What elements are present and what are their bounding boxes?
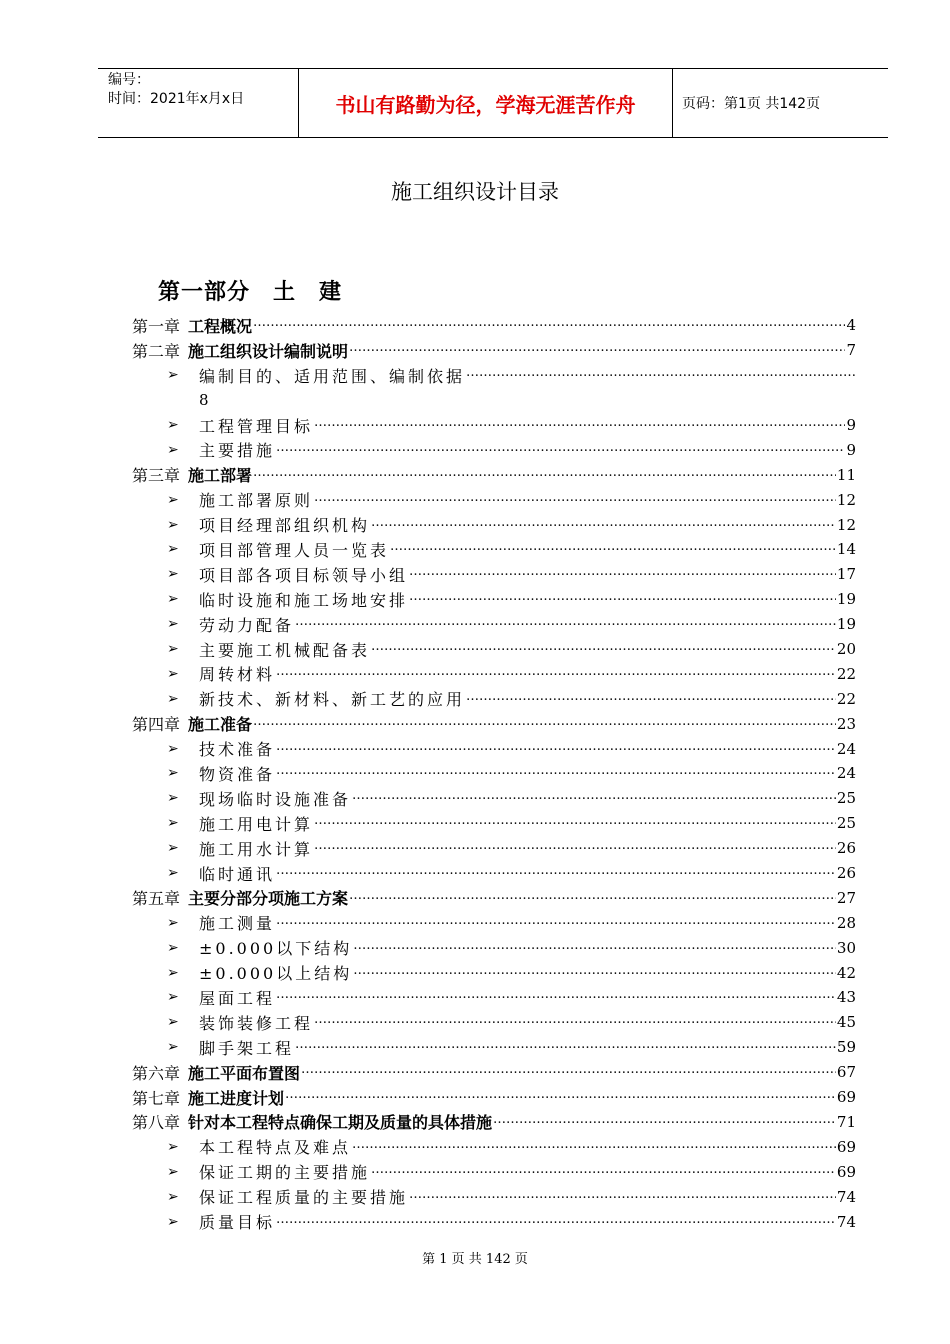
arrow-bullet-icon: ➢ <box>167 541 179 558</box>
page-number: 20 <box>836 640 856 659</box>
toc-section-row[interactable] <box>132 1184 856 1209</box>
page-number: 4 <box>846 316 856 335</box>
arrow-bullet-icon: ➢ <box>167 491 179 508</box>
dot-leader <box>276 1214 836 1230</box>
arrow-bullet-icon: ➢ <box>167 865 179 882</box>
section-title: 本工程特点及难点 <box>199 1138 352 1158</box>
chapter-label: 第一章 <box>132 316 181 336</box>
toc-section-row[interactable] <box>132 487 856 512</box>
toc-section-row[interactable] <box>132 836 856 861</box>
dot-leader <box>409 591 836 607</box>
toc-chapter-row[interactable] <box>132 313 856 338</box>
dot-leader <box>371 517 836 533</box>
chapter-label: 第八章 <box>132 1113 181 1133</box>
page-number: 24 <box>836 739 856 758</box>
page-number: 9 <box>846 416 856 434</box>
dot-leader <box>295 616 836 632</box>
section-title: 保证工程质量的主要措施 <box>199 1188 409 1208</box>
toc-section-row[interactable] <box>132 1010 856 1035</box>
page-number: 28 <box>836 913 856 932</box>
page-number: 27 <box>836 888 856 907</box>
arrow-bullet-icon: ➢ <box>167 641 179 658</box>
chapter-title: 施工组织设计编制说明 <box>188 341 349 361</box>
dot-leader <box>349 342 845 358</box>
dot-leader <box>466 691 836 707</box>
page-number: 24 <box>836 764 856 783</box>
section-title: 临时通讯 <box>199 864 276 884</box>
toc-section-row[interactable] <box>132 612 856 637</box>
page-number: 30 <box>836 938 856 957</box>
page-number: 59 <box>836 1038 856 1057</box>
section-title: 项目部各项目标领导小组 <box>199 565 409 585</box>
page-number: 45 <box>836 1013 856 1032</box>
section-title: 施工用电计算 <box>199 814 314 834</box>
arrow-bullet-icon: ➢ <box>167 740 179 757</box>
arrow-bullet-icon: ➢ <box>167 1039 179 1056</box>
section-title: 项目部管理人员一览表 <box>199 540 390 560</box>
dot-leader <box>253 467 836 483</box>
dot-leader <box>353 940 836 956</box>
dot-leader <box>409 566 836 582</box>
toc-section-row[interactable] <box>132 363 856 413</box>
dot-leader <box>353 965 836 981</box>
section-title: 临时设施和施工场地安排 <box>199 590 409 610</box>
chapter-label: 第五章 <box>132 889 181 909</box>
dot-leader <box>352 1139 836 1155</box>
dot-leader <box>466 367 855 383</box>
page-number: 71 <box>836 1112 856 1131</box>
toc-section-row[interactable] <box>132 786 856 811</box>
number-label: 编号： <box>108 72 150 88</box>
page-number: 7 <box>846 341 856 360</box>
arrow-bullet-icon: ➢ <box>167 566 179 583</box>
dot-leader <box>276 989 836 1005</box>
section-title: 屋面工程 <box>199 988 276 1008</box>
arrow-bullet-icon: ➢ <box>167 591 179 608</box>
page-number: 12 <box>836 490 856 509</box>
dot-leader <box>301 1064 836 1080</box>
part-title: 第一部分 土 建 <box>158 279 343 305</box>
arrow-bullet-icon: ➢ <box>167 1138 179 1155</box>
arrow-bullet-icon: ➢ <box>167 914 179 931</box>
dot-leader <box>314 492 836 508</box>
chapter-label: 第三章 <box>132 466 181 486</box>
section-title: 装饰装修工程 <box>199 1013 314 1033</box>
section-title: 主要施工机械配备表 <box>199 640 371 660</box>
page-number: 25 <box>836 789 856 808</box>
page-number: 25 <box>836 814 856 833</box>
section-title: 工程管理目标 <box>199 416 314 436</box>
dot-leader <box>276 915 836 931</box>
page-number: 17 <box>836 565 856 584</box>
dot-leader <box>314 815 836 831</box>
section-title: 新技术、新材料、新工艺的应用 <box>199 690 466 710</box>
toc-section-row[interactable] <box>132 761 856 786</box>
section-title: 周转材料 <box>199 665 276 685</box>
dot-leader <box>253 317 845 333</box>
chapter-label: 第二章 <box>132 341 181 361</box>
dot-leader <box>493 1114 836 1130</box>
arrow-bullet-icon: ➢ <box>167 665 179 682</box>
page-number: 22 <box>836 689 856 708</box>
toc-section-row[interactable] <box>132 587 856 612</box>
time-label: 时间：2021年x月x日 <box>108 91 245 107</box>
page-number: 26 <box>836 864 856 883</box>
toc-section-row[interactable] <box>132 910 856 935</box>
page-number: 9 <box>846 440 856 459</box>
section-title: 施工测量 <box>199 914 276 934</box>
page-number: 69 <box>836 1162 856 1181</box>
section-title: 施工用水计算 <box>199 839 314 859</box>
toc-chapter-row[interactable] <box>132 1085 856 1110</box>
section-title: 劳动力配备 <box>199 615 295 635</box>
header-meta <box>98 69 299 137</box>
page-number: 14 <box>836 540 856 559</box>
dot-leader <box>276 741 836 757</box>
toc-section-row[interactable] <box>132 562 856 587</box>
section-title: 物资准备 <box>199 764 276 784</box>
dot-leader <box>371 1164 836 1180</box>
toc-section-row[interactable] <box>132 637 856 662</box>
dot-leader <box>314 840 836 856</box>
toc-chapter-row[interactable] <box>132 1110 856 1135</box>
toc-section-row[interactable] <box>132 935 856 960</box>
section-title: 现场临时设施准备 <box>199 789 352 809</box>
section-title: 项目经理部组织机构 <box>199 516 371 536</box>
chapter-label: 第七章 <box>132 1088 181 1108</box>
header-motto: 书山有路勤为径，学海无涯苦作舟 <box>299 69 673 137</box>
chapter-title: 施工进度计划 <box>188 1088 285 1108</box>
dot-leader <box>349 890 836 906</box>
section-title: 脚手架工程 <box>199 1038 295 1058</box>
page-number: 42 <box>836 963 856 982</box>
page-number: 8 <box>199 391 209 410</box>
toc-section-line <box>167 363 856 388</box>
page-number: 43 <box>836 988 856 1007</box>
toc-section-row[interactable] <box>132 1159 856 1184</box>
toc-chapter-row[interactable] <box>132 885 856 910</box>
chapter-title: 施工部署 <box>188 466 253 486</box>
arrow-bullet-icon: ➢ <box>167 765 179 782</box>
arrow-bullet-icon: ➢ <box>167 1014 179 1031</box>
chapter-label: 第六章 <box>132 1063 181 1083</box>
arrow-bullet-icon: ➢ <box>167 1163 179 1180</box>
dot-leader <box>276 865 836 881</box>
arrow-bullet-icon: ➢ <box>167 989 179 1006</box>
chapter-title: 施工准备 <box>188 715 253 735</box>
arrow-bullet-icon: ➢ <box>167 790 179 807</box>
toc-section-row[interactable] <box>132 437 856 462</box>
dot-leader <box>285 1089 836 1105</box>
arrow-bullet-icon: ➢ <box>167 417 179 433</box>
section-title: ±0.000以上结构 <box>199 964 353 984</box>
toc-section-row[interactable] <box>132 512 856 537</box>
toc-chapter-row[interactable] <box>132 711 856 736</box>
page-number: 23 <box>836 714 856 733</box>
section-title: 保证工期的主要措施 <box>199 1163 371 1183</box>
page-number: 67 <box>836 1063 856 1082</box>
page-number: 19 <box>836 590 856 609</box>
toc-section-row[interactable] <box>132 736 856 761</box>
section-title: 质量目标 <box>199 1213 276 1232</box>
dot-leader <box>371 641 836 657</box>
page-number: 74 <box>836 1212 856 1231</box>
section-title: 施工部署原则 <box>199 491 314 511</box>
toc-section-row[interactable] <box>132 537 856 562</box>
page-number: 69 <box>836 1088 856 1107</box>
toc-section-row[interactable] <box>132 861 856 886</box>
page-number: 26 <box>836 839 856 858</box>
arrow-bullet-icon: ➢ <box>167 815 179 832</box>
dot-leader <box>276 442 845 458</box>
toc-chapter-row[interactable] <box>132 1060 856 1085</box>
toc-section-row[interactable] <box>132 985 856 1010</box>
page-number: 69 <box>836 1137 856 1156</box>
arrow-bullet-icon: ➢ <box>167 367 179 384</box>
toc-section-row[interactable] <box>132 960 856 985</box>
toc-chapter-row[interactable] <box>132 338 856 363</box>
table-of-contents <box>132 313 856 1234</box>
arrow-bullet-icon: ➢ <box>167 516 179 533</box>
dot-leader <box>314 417 845 433</box>
toc-chapter-row[interactable] <box>132 462 856 487</box>
chapter-label: 第四章 <box>132 715 181 735</box>
arrow-bullet-icon: ➢ <box>167 939 179 956</box>
document-title: 施工组织设计目录 <box>391 180 559 204</box>
dot-leader <box>352 790 836 806</box>
toc-section-row[interactable] <box>132 811 856 836</box>
chapter-title: 针对本工程特点确保工期及质量的具体措施 <box>188 1113 493 1133</box>
arrow-bullet-icon: ➢ <box>167 1188 179 1205</box>
dot-leader <box>390 541 836 557</box>
page-number: 12 <box>836 515 856 534</box>
toc-section-row[interactable] <box>132 413 856 438</box>
chapter-title: 施工平面布置图 <box>188 1063 301 1083</box>
page-number: 19 <box>836 615 856 634</box>
arrow-bullet-icon: ➢ <box>167 964 179 981</box>
page-footer: 第 1 页 共 142 页 <box>422 1252 528 1267</box>
arrow-bullet-icon: ➢ <box>167 441 179 458</box>
toc-section-row[interactable] <box>132 1209 856 1234</box>
dot-leader <box>276 666 836 682</box>
toc-section-row[interactable] <box>132 1134 856 1159</box>
section-title: 技术准备 <box>199 740 276 760</box>
header-page-info: 页码：第1页 共142页 <box>682 96 821 112</box>
toc-section-row[interactable] <box>132 661 856 686</box>
dot-leader <box>314 1014 836 1030</box>
arrow-bullet-icon: ➢ <box>167 616 179 633</box>
toc-section-row[interactable] <box>132 1035 856 1060</box>
page-number: 74 <box>836 1187 856 1206</box>
section-title: ±0.000以下结构 <box>199 939 353 959</box>
dot-leader <box>295 1039 836 1055</box>
arrow-bullet-icon: ➢ <box>167 840 179 857</box>
section-title: 主要措施 <box>199 441 276 461</box>
page-number: 22 <box>836 664 856 683</box>
section-title: 编制目的、适用范围、编制依据 <box>199 366 466 386</box>
toc-section-row[interactable] <box>132 686 856 711</box>
arrow-bullet-icon: ➢ <box>167 690 179 707</box>
dot-leader <box>276 765 836 781</box>
dot-leader <box>253 716 836 732</box>
page-number: 11 <box>836 465 856 484</box>
header-table <box>98 68 888 138</box>
chapter-title: 工程概况 <box>188 316 253 336</box>
chapter-title: 主要分部分项施工方案 <box>188 889 349 909</box>
dot-leader <box>409 1189 836 1205</box>
arrow-bullet-icon: ➢ <box>167 1213 179 1230</box>
